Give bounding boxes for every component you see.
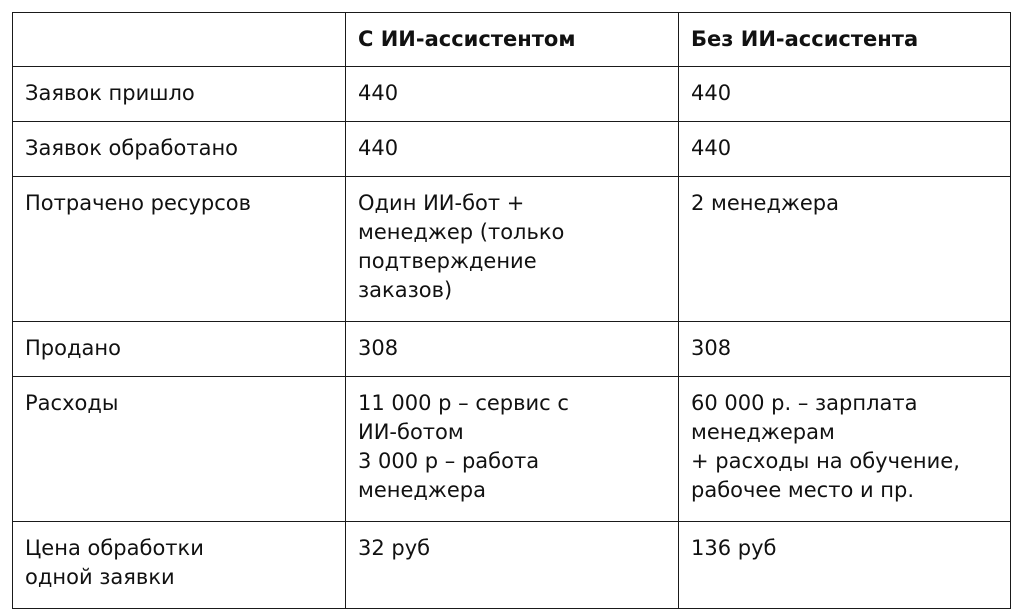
cell-text: 2 менеджера	[691, 191, 840, 215]
table-row	[13, 67, 1011, 122]
table-row	[13, 177, 1011, 322]
cell-text: менеджерам	[691, 420, 835, 444]
cell-text: 308	[691, 336, 732, 360]
cell-without-ai	[679, 177, 1011, 322]
header-empty-cell	[13, 13, 346, 67]
row-label-line: одной заявки	[25, 565, 175, 589]
cell-with-ai	[346, 377, 679, 522]
row-label-line: Цена обработки	[25, 536, 204, 560]
cell-with-ai	[346, 67, 679, 122]
comparison-table	[12, 12, 1011, 609]
cell-text: менеджер (только	[358, 220, 565, 244]
table-row	[13, 522, 1011, 609]
cell-without-ai	[679, 377, 1011, 522]
cell-text: 3 000 р – работа	[358, 449, 540, 473]
cell-with-ai	[346, 322, 679, 377]
cell-text: рабочее место и пр.	[691, 478, 915, 502]
cell-with-ai	[346, 177, 679, 322]
cell-with-ai	[346, 122, 679, 177]
row-label-sold: Продано	[13, 322, 346, 377]
header-without-ai: Без ИИ-ассистента	[679, 13, 1011, 67]
cell-without-ai	[679, 522, 1011, 609]
table-row	[13, 377, 1011, 522]
cell-without-ai	[679, 322, 1011, 377]
cell-text: + расходы на обучение,	[691, 449, 960, 473]
cell-text: заказов)	[358, 278, 453, 302]
row-label-cost-per-request	[13, 522, 346, 609]
row-label-requests-processed: Заявок обработано	[13, 122, 346, 177]
cell-text: 440	[691, 81, 732, 105]
cell-with-ai	[346, 522, 679, 609]
table-row	[13, 122, 1011, 177]
cell-text: ИИ-ботом	[358, 420, 464, 444]
cell-text: 308	[358, 336, 399, 360]
cell-text: Один ИИ-бот +	[358, 191, 525, 215]
header-with-ai: С ИИ-ассистентом	[346, 13, 679, 67]
cell-without-ai	[679, 122, 1011, 177]
table-row	[13, 322, 1011, 377]
row-label-requests-received: Заявок пришло	[13, 67, 346, 122]
cell-text: менеджера	[358, 478, 486, 502]
table-header-row	[13, 13, 1011, 67]
cell-text: подтверждение	[358, 249, 537, 273]
cell-text: 11 000 р – сервис с	[358, 391, 569, 415]
cell-text: 440	[358, 136, 399, 160]
cell-text: 440	[358, 81, 399, 105]
row-label-resources-spent: Потрачено ресурсов	[13, 177, 346, 322]
cell-without-ai	[679, 67, 1011, 122]
cell-text: 136 руб	[691, 536, 777, 560]
cell-text: 32 руб	[358, 536, 431, 560]
cell-text: 440	[691, 136, 732, 160]
cell-text: 60 000 р. – зарплата	[691, 391, 918, 415]
row-label-expenses: Расходы	[13, 377, 346, 522]
